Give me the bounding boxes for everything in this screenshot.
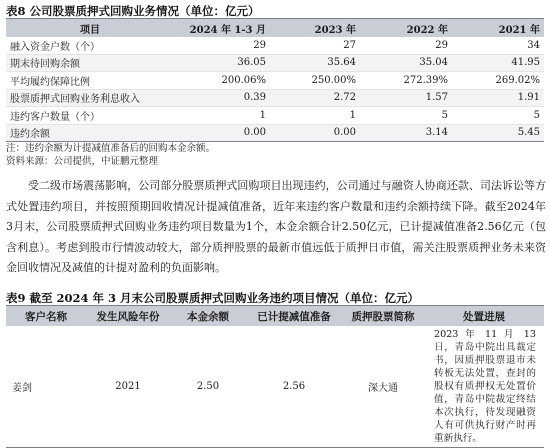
table8-header-row — [6, 19, 544, 38]
table9-caption: 表9 截至 2024 年 3 月末公司股票质押式回购业务违约项目情况（单位：亿元） — [6, 291, 420, 305]
row-label: 违约余额 — [6, 124, 174, 142]
cell: 29 — [174, 37, 270, 54]
cell: 269.02% — [452, 72, 544, 90]
table8-header-2024q1: 2024 年 1-3 月 — [174, 19, 270, 38]
table8-note: 注：违约余额为计提减值准备后的回购本金余额。 — [6, 143, 216, 154]
year-cell: 2021 — [86, 326, 170, 448]
table9-header-client: 客户名称 — [6, 306, 86, 327]
table9-header-year: 发生风险年份 — [86, 306, 170, 327]
cell: 250.00% — [270, 72, 360, 90]
table8 — [6, 18, 544, 142]
table8-header-2023: 2023 年 — [270, 19, 360, 38]
cell: 1.91 — [452, 89, 544, 107]
body-paragraph: 受二级市场震荡影响，公司部分股票质押式回购项目出现违约，公司通过与融资人协商还款、司法诉讼等方式处置违约项目，并按照预期回收情况计提减值准备，近年来违约客户数量和违约余额持续下降。截至2024年3月末，公司股票质押式回购业务违约项目数量为1个，本金余额合计2.50亿元，已计提减值准备2.56亿元（包含利息）。考虑到股市行情波动较大，部分质押股票的最新市值远低于质押日市值，需关注股票质押业务未来资金回收情况及减值的计提对盈利的负面影响。 — [6, 179, 546, 274]
cell: 29 — [360, 37, 452, 54]
client-cell: 姜剑 — [6, 326, 86, 448]
table-row — [6, 72, 544, 90]
cell: 5 — [360, 107, 452, 125]
cell: 0.00 — [174, 124, 270, 142]
cell: 5.45 — [452, 124, 544, 142]
table-row — [6, 37, 544, 54]
table9 — [6, 305, 544, 448]
cell: 3.14 — [360, 124, 452, 142]
cell: 1.57 — [360, 89, 452, 107]
cell: 272.39% — [360, 72, 452, 90]
table9-header-principal: 本金余额 — [170, 306, 246, 327]
row-label: 平均履约保障比例 — [6, 72, 174, 90]
table8-header-2022: 2022 年 — [360, 19, 452, 38]
table9-header-provision: 已计提减值准备 — [246, 306, 342, 327]
progress-cell: 2023 年 11 月 13 日，青岛中院出具裁定书，因质押股票退市未转板无法处置，查封的股权有质押权无处置价值，青岛中院裁定终结本次执行，待发现融资人有可供执行财产时再重新执行。 — [424, 326, 544, 448]
table8-caption: 表8 公司股票质押式回购业务情况（单位：亿元） — [6, 4, 260, 18]
cell: 1 — [270, 107, 360, 125]
provision-cell: 2.56 — [246, 326, 342, 448]
cell: 1 — [174, 107, 270, 125]
stock-cell: 深大通 — [342, 326, 424, 448]
row-label: 违约客户数量（个） — [6, 107, 174, 125]
cell: 27 — [270, 37, 360, 54]
table-row — [6, 124, 544, 142]
table8-notes — [6, 142, 215, 168]
table9-header-stock: 质押股票简称 — [342, 306, 424, 327]
cell: 0.00 — [270, 124, 360, 142]
cell: 34 — [452, 37, 544, 54]
table8-source: 资料来源：公司提供，中证鹏元整理 — [6, 156, 159, 167]
row-label: 股票质押式回购业务利息收入 — [6, 89, 174, 107]
table9-header-row — [6, 306, 544, 327]
table-row — [6, 89, 544, 107]
cell: 36.05 — [174, 54, 270, 72]
table8-header-item: 项目 — [6, 19, 174, 38]
table-row — [6, 54, 544, 72]
cell: 0.39 — [174, 89, 270, 107]
row-label: 期末待回购余额 — [6, 54, 174, 72]
cell: 35.64 — [270, 54, 360, 72]
table-row — [6, 107, 544, 125]
cell: 41.95 — [452, 54, 544, 72]
table-row — [6, 326, 544, 448]
cell: 35.04 — [360, 54, 452, 72]
cell: 200.06% — [174, 72, 270, 90]
cell: 2.72 — [270, 89, 360, 107]
row-label: 融入资金户数（个） — [6, 37, 174, 54]
principal-cell: 2.50 — [170, 326, 246, 448]
table8-header-2021: 2021 年 — [452, 19, 544, 38]
table9-header-progress: 处置进展 — [424, 306, 544, 327]
cell: 5 — [452, 107, 544, 125]
